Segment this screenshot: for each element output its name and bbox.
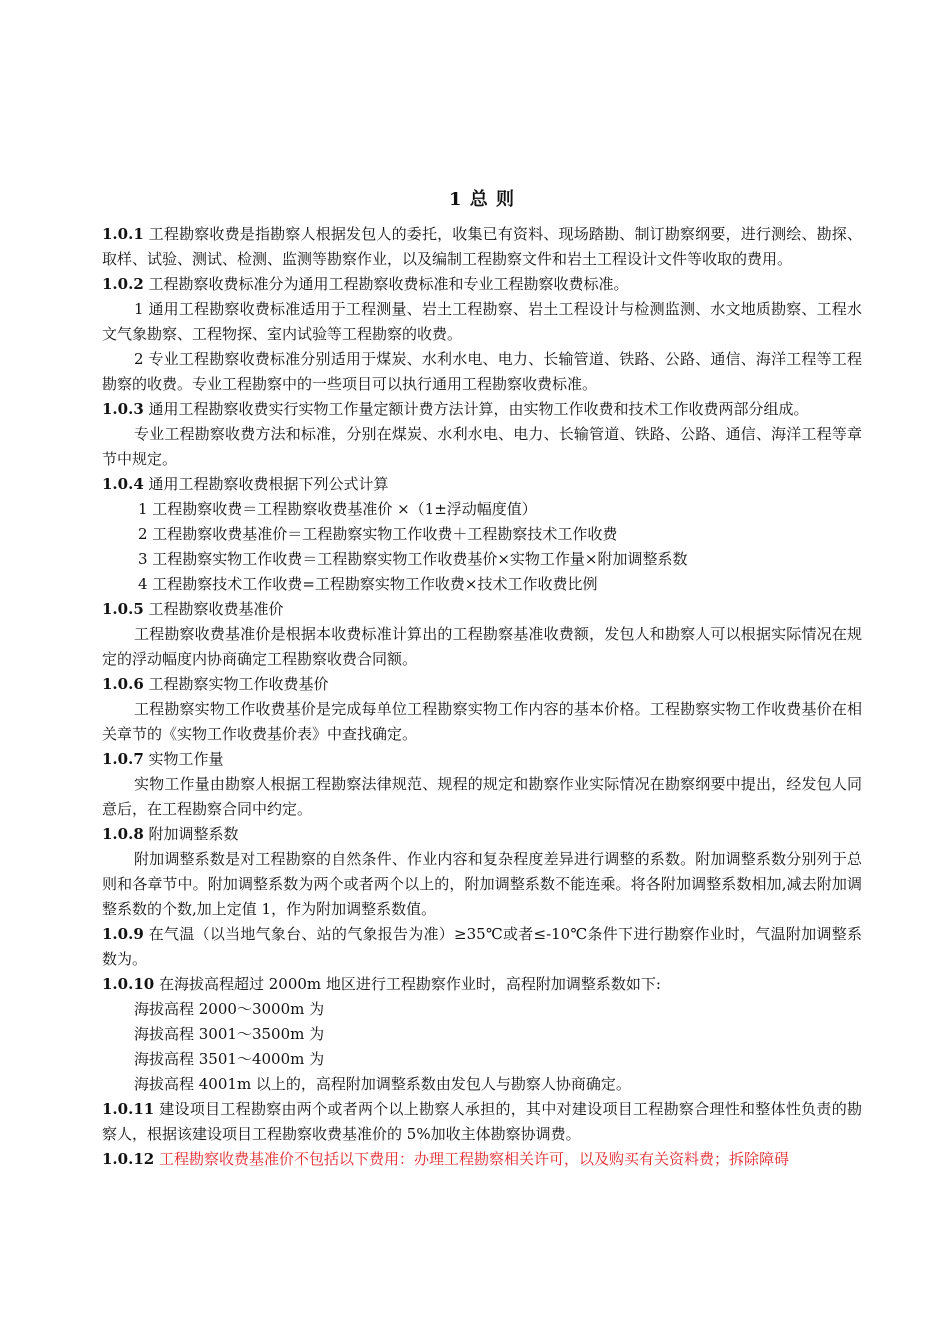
clause-1-0-7-paragraph: 实物工作量由勘察人根据工程勘察法律规范、规程的规定和勘察作业实际情况在勘察纲要中提出，经发包人同意后，在工程勘察合同中约定。 — [102, 775, 862, 818]
clause-1-0-6-paragraph: 工程勘察实物工作收费基价是完成每单位工程勘察实物工作内容的基本价格。工程勘察实物工作收费基价在相关章节的《实物工作收费基价表》中查找确定。 — [102, 700, 862, 743]
clause-number: 1.0.5 — [102, 600, 144, 618]
formula-3: 3 工程勘察实物工作收费＝工程勘察实物工作收费基价×实物工作量×附加调整系数 — [138, 550, 688, 568]
clause-text: 工程勘察收费是指勘察人根据发包人的委托，收集已有资料、现场踏勘、制订勘察纲要，进行测绘、勘探、取样、试验、测试、检测、监测等勘察作业，以及编制工程勘察文件和岩土工程设计文件等收取的费用。 — [102, 225, 862, 268]
clause-1-0-6 — [102, 672, 862, 697]
formula-1: 1 工程勘察收费＝工程勘察收费基准价 ×（1±浮动幅度值） — [138, 500, 537, 518]
clause-1-0-3-paragraph: 专业工程勘察收费方法和标准，分别在煤炭、水利水电、电力、长输管道、铁路、公路、通信、海洋工程等章节中规定。 — [102, 425, 862, 468]
clause-text: 工程勘察实物工作收费基价 — [148, 675, 329, 693]
clause-number: 1.0.7 — [102, 750, 144, 768]
clause-1-0-3 — [102, 397, 862, 422]
clause-1-0-1 — [102, 222, 862, 272]
altitude-line-2: 海拔高程 3001～3500m 为 — [134, 1025, 325, 1043]
clause-text: 在海拔高程超过 2000m 地区进行工程勘察作业时，高程附加调整系数如下: — [158, 975, 661, 993]
clause-1-0-2 — [102, 272, 862, 297]
chapter-title: 1 总 则 — [448, 189, 516, 210]
clause-1-0-7 — [102, 747, 862, 772]
clause-text: 实物工作量 — [148, 750, 224, 768]
clause-1-0-5-paragraph: 工程勘察收费基准价是根据本收费标准计算出的工程勘察基准收费额，发包人和勘察人可以根据实际情况在规定的浮动幅度内协商确定工程勘察收费合同额。 — [102, 625, 862, 668]
clause-number: 1.0.10 — [102, 975, 155, 993]
clause-number: 1.0.8 — [102, 825, 144, 843]
clause-1-0-12 — [102, 1147, 862, 1172]
clause-number: 1.0.2 — [102, 275, 144, 293]
formula-4: 4 工程勘察技术工作收费=工程勘察实物工作收费×技术工作收费比例 — [138, 575, 598, 593]
clause-number: 1.0.1 — [102, 225, 144, 243]
clause-text: 附加调整系数 — [148, 825, 239, 843]
clause-text: 在气温（以当地气象台、站的气象报告为准）≥35℃或者≤-10℃条件下进行勘察作业时，气温附加调整系数为。 — [102, 925, 862, 968]
clause-number: 1.0.9 — [102, 925, 144, 943]
altitude-line-1: 海拔高程 2000～3000m 为 — [134, 1000, 325, 1018]
highlighted-clause-text: 工程勘察收费基准价不包括以下费用：办理工程勘察相关许可，以及购买有关资料费；拆除障碍 — [158, 1150, 789, 1168]
altitude-line-3: 海拔高程 3501～4000m 为 — [134, 1050, 325, 1068]
clause-number: 1.0.12 — [102, 1150, 155, 1168]
clause-number: 1.0.6 — [102, 675, 144, 693]
clause-text: 工程勘察收费标准分为通用工程勘察收费标准和专业工程勘察收费标准。 — [148, 275, 629, 293]
clause-1-0-2-item-1: 1 通用工程勘察收费标准适用于工程测量、岩土工程勘察、岩土工程设计与检测监测、水文地质勘察、工程水文气象勘察、工程物探、室内试验等工程勘察的收费。 — [102, 300, 862, 343]
clause-1-0-10 — [102, 972, 862, 997]
altitude-line-4: 海拔高程 4001m 以上的，高程附加调整系数由发包人与勘察人协商确定。 — [134, 1075, 631, 1093]
clause-1-0-2-item-2: 2 专业工程勘察收费标准分别适用于煤炭、水利水电、电力、长输管道、铁路、公路、通信、海洋工程等工程勘察的收费。专业工程勘察中的一些项目可以执行通用工程勘察收费标准。 — [102, 350, 862, 393]
clause-number: 1.0.11 — [102, 1100, 155, 1118]
clause-1-0-8 — [102, 822, 862, 847]
clause-text: 工程勘察收费基准价 — [148, 600, 284, 618]
clause-1-0-8-paragraph: 附加调整系数是对工程勘察的自然条件、作业内容和复杂程度差异进行调整的系数。附加调整系数分别列于总则和各章节中。附加调整系数为两个或者两个以上的，附加调整系数不能连乘。将各附加调整系数相加,减去附加调整系数的个数,加上定值 1，作为附加调整系数值。 — [102, 850, 862, 918]
clause-1-0-4 — [102, 472, 862, 497]
clause-text: 通用工程勘察收费实行实物工作量定额计费方法计算，由实物工作收费和技术工作收费两部分组成。 — [148, 400, 809, 418]
clause-1-0-11 — [102, 1097, 862, 1147]
clause-1-0-9 — [102, 922, 862, 972]
clause-text: 建设项目工程勘察由两个或者两个以上勘察人承担的，其中对建设项目工程勘察合理性和整体性负责的勘察人，根据该建设项目工程勘察收费基准价的 5%加收主体勘察协调费。 — [102, 1100, 862, 1143]
formula-2: 2 工程勘察收费基准价＝工程勘察实物工作收费＋工程勘察技术工作收费 — [138, 525, 618, 543]
clause-1-0-5 — [102, 597, 862, 622]
clause-text: 通用工程勘察收费根据下列公式计算 — [148, 475, 389, 493]
document-page — [102, 186, 862, 1172]
clause-number: 1.0.4 — [102, 475, 144, 493]
clause-number: 1.0.3 — [102, 400, 144, 418]
